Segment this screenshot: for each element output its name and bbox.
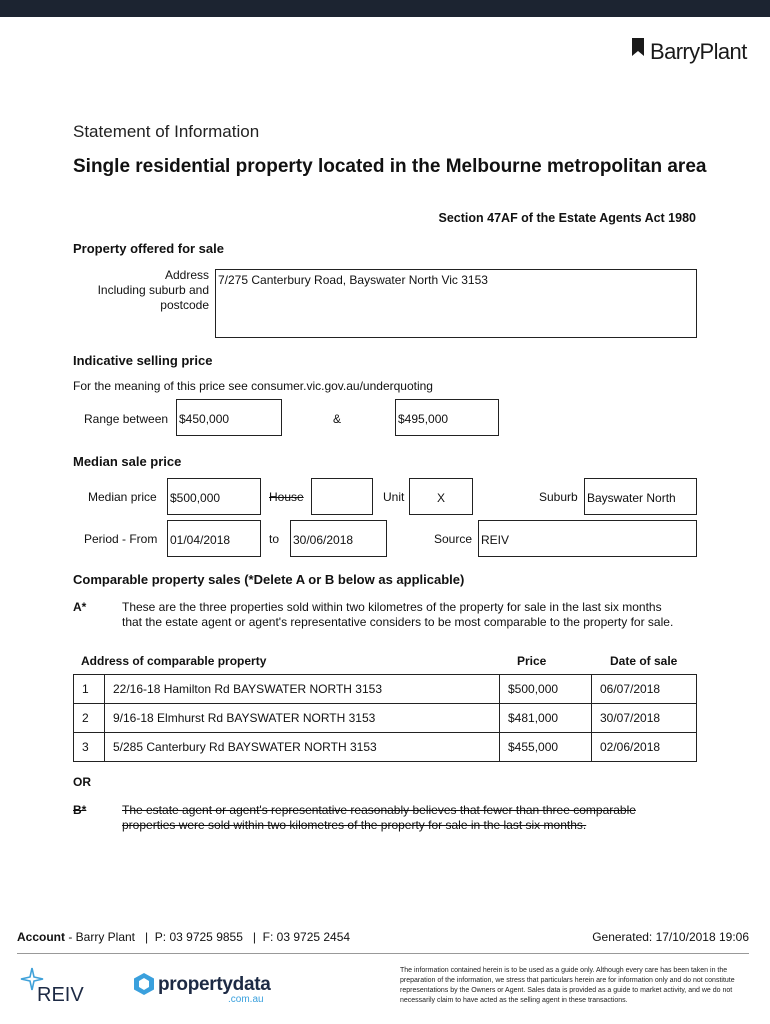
period-from-field[interactable]: 01/04/2018 [167, 520, 261, 557]
propertydata-domain: .com.au [228, 994, 264, 1005]
median-price-label: Median price [88, 490, 157, 504]
range-low-field[interactable]: $450,000 [176, 399, 282, 436]
period-to-label: to [269, 532, 280, 546]
period-to-field[interactable]: 30/06/2018 [290, 520, 387, 557]
unit-label: Unit [383, 490, 405, 504]
section-reference: Section 47AF of the Estate Agents Act 1980 [438, 211, 696, 225]
account-label: Account [17, 930, 65, 944]
page-title: Single residential property located in the Melbourne metropolitan area [73, 156, 707, 177]
row-address: 9/16-18 Elmhurst Rd BAYSWATER NORTH 3153 [105, 704, 500, 733]
brand-name: BarryPlant [650, 39, 747, 64]
option-a-label: A* [73, 600, 87, 614]
option-b-label: B* [73, 803, 87, 817]
row-date: 02/06/2018 [592, 733, 697, 762]
range-high-field[interactable]: $495,000 [395, 399, 499, 436]
or-label: OR [73, 775, 91, 789]
indicative-heading: Indicative selling price [73, 353, 213, 368]
row-date: 06/07/2018 [592, 675, 697, 704]
option-b-text: The estate agent or agent's representative reasonably believes that fewer than three comparable properties were sold within two kilometres of the property for sale in the last six months. [122, 803, 636, 832]
comparable-heading: Comparable property sales (*Delete A or B below as applicable) [73, 572, 465, 587]
row-address: 22/16-18 Hamilton Rd BAYSWATER NORTH 3153 [105, 675, 500, 704]
median-price-field[interactable]: $500,000 [167, 478, 261, 515]
address-label-line: postcode [160, 298, 209, 312]
range-label: Range between [84, 412, 169, 426]
top-bar [0, 0, 770, 17]
table-row [74, 704, 697, 733]
property-heading: Property offered for sale [73, 241, 224, 256]
source-label: Source [434, 532, 473, 546]
statement-heading: Statement of Information [73, 122, 260, 141]
address-label [70, 268, 209, 313]
row-price: $455,000 [500, 733, 592, 762]
row-date: 30/07/2018 [592, 704, 697, 733]
reiv-logo [17, 966, 97, 1006]
col-address-header: Address of comparable property [81, 654, 267, 668]
address-field[interactable]: 7/275 Canterbury Road, Bayswater North Vic 3153 [215, 269, 697, 338]
option-a-text: These are the three properties sold within two kilometres of the property for sale in the last six months that the estate agent or agent's representative considers to be most comparable to the property for sale. [122, 600, 674, 629]
row-number: 2 [74, 704, 105, 733]
period-from-label: Period - From [84, 532, 158, 546]
address-label-line: Address [164, 268, 209, 282]
row-number: 1 [74, 675, 105, 704]
reiv-text: REIV [37, 984, 84, 1006]
comparable-table [73, 674, 697, 762]
address-label-line: Including suburb and [97, 283, 209, 297]
account-line [17, 930, 350, 944]
source-field[interactable]: REIV [478, 520, 697, 557]
median-heading: Median sale price [73, 454, 182, 469]
propertydata-text: propertydata [158, 974, 271, 995]
unit-field[interactable]: X [409, 478, 473, 515]
house-label: House [269, 490, 304, 504]
disclaimer: The information contained herein is to be used as a guide only. Although every care has been taken in the preparation of the information, we stress that particulars herein are for information only and do not constitute representations by the Owners or Agent. Sales data is provided as a guide to market activity, and we do not necessarily claim to have acted as the selling agent in these transactions. [400, 967, 735, 1004]
range-ampersand: & [333, 412, 342, 426]
house-field[interactable] [311, 478, 373, 515]
row-price: $481,000 [500, 704, 592, 733]
table-row [74, 733, 697, 762]
col-date-header: Date of sale [610, 654, 678, 668]
propertydata-logo [132, 972, 272, 1008]
col-price-header: Price [517, 654, 547, 668]
suburb-field[interactable]: Bayswater North [584, 478, 697, 515]
row-address: 5/285 Canterbury Rd BAYSWATER NORTH 3153 [105, 733, 500, 762]
suburb-label: Suburb [539, 490, 578, 504]
flag-icon [632, 38, 644, 56]
generated-timestamp: Generated: 17/10/2018 19:06 [592, 930, 749, 944]
row-number: 3 [74, 733, 105, 762]
account-details: - Barry Plant | P: 03 9725 9855 | F: 03 9725 2454 [65, 930, 351, 944]
footer-divider [17, 953, 749, 954]
propertydata-hex-icon [132, 972, 156, 996]
row-price: $500,000 [500, 675, 592, 704]
table-row [74, 675, 697, 704]
underquoting-note: For the meaning of this price see consumer.vic.gov.au/underquoting [73, 379, 433, 393]
